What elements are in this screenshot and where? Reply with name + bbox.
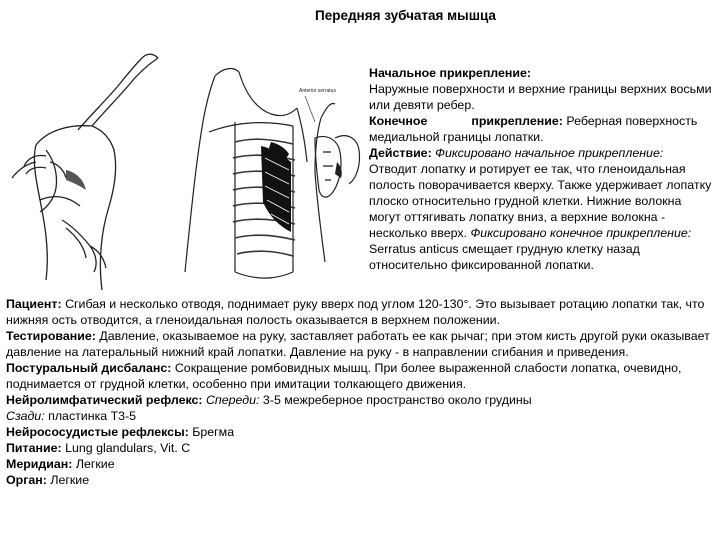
postural-text: Сокращение ромбовидных мышц. При более выраженной слабости лопатка, очевидно, поднимается от грудной клетки, особенно при имитации толкающего движения.: [6, 361, 682, 391]
organ-label: Орган:: [6, 473, 47, 487]
lymph-back-label: Сзади:: [6, 409, 45, 423]
vascular-text: Брегма: [192, 425, 235, 439]
action-label: Действие:: [369, 146, 432, 160]
lymph-label: Нейролимфатический рефлекс:: [6, 393, 203, 407]
nutrition-text: Lung glandulars, Vit. C: [65, 441, 191, 455]
insertion-section: [369, 113, 714, 145]
page-title: Передняя зубчатая мышца: [315, 8, 496, 23]
origin-label: Начальное прикрепление:: [369, 66, 532, 80]
lymph-back-section: [6, 408, 714, 424]
meridian-text: Легкие: [75, 457, 115, 471]
insertion-label-2: прикрепление:: [471, 114, 563, 128]
patient-label: Пациент:: [6, 297, 62, 311]
lymph-section: [6, 392, 714, 408]
origin-section: [369, 65, 714, 113]
lymph-front-text: 3-5 межреберное пространство около грудины: [262, 393, 532, 407]
postural-label: Постуральный дисбаланс:: [6, 361, 172, 375]
meridian-section: [6, 456, 714, 472]
testing-text: Давление, оказываемое на руку, заставляет работать ее как рычаг; при этом кисть другой руки оказывает давление на латеральный нижний край лопатки. Давление на руку - в направлении сгибания и приведения.: [6, 329, 710, 359]
muscle-description: [369, 65, 714, 273]
figure-label: Anterior serratus: [299, 88, 336, 94]
insertion-label-1: Конечное: [369, 114, 428, 128]
organ-section: [6, 472, 714, 488]
lymph-front-label: Спереди:: [205, 393, 260, 407]
origin-text: Наружные поверхности и верхние границы верхних восьми или девяти ребер.: [369, 82, 712, 112]
patient-section: [6, 296, 714, 328]
action-section: [369, 145, 714, 273]
insertion-text: Реберная поверхность медиальной границы лопатки.: [369, 114, 698, 144]
action-fixed-insertion: Фиксировано конечное прикрепление:: [470, 226, 692, 240]
testing-label: Тестирование:: [6, 329, 96, 343]
arm-test-illustration: [6, 50, 166, 290]
action-text-1: Отводит лопатку и ротирует ее так, что гленоидальная полость поворачивается кверху. Также удерживает лопатку плоско относительно грудной клетки. Нижние волокна могут оттягивать лопатку вниз, а верхние волокна - несколько вверх.: [369, 162, 712, 240]
patient-text: Сгибая и несколько отводя, поднимает руку вверх под углом 120-130°. Это вызывает ротацию лопатки так, что нижняя ость отводится, а гленоидальная полость оказывается в верхнем положении.: [6, 297, 705, 327]
action-text-2: Serratus anticus смещает грудную клетку назад относительно фиксированной лопатки.: [369, 242, 640, 272]
meridian-label: Меридиан:: [6, 457, 73, 471]
nutrition-label: Питание:: [6, 441, 62, 455]
test-description: [6, 296, 714, 488]
serratus-anatomy-illustration: [175, 62, 365, 284]
vascular-label: Нейрососудистые рефлексы:: [6, 425, 189, 439]
lymph-back-text: пластинка Т3-5: [48, 409, 137, 423]
action-fixed-origin: Фиксировано начальное прикрепление:: [435, 146, 664, 160]
vascular-section: [6, 424, 714, 440]
nutrition-section: [6, 440, 714, 456]
testing-section: [6, 328, 714, 360]
organ-text: Легкие: [50, 473, 90, 487]
postural-section: [6, 360, 714, 392]
